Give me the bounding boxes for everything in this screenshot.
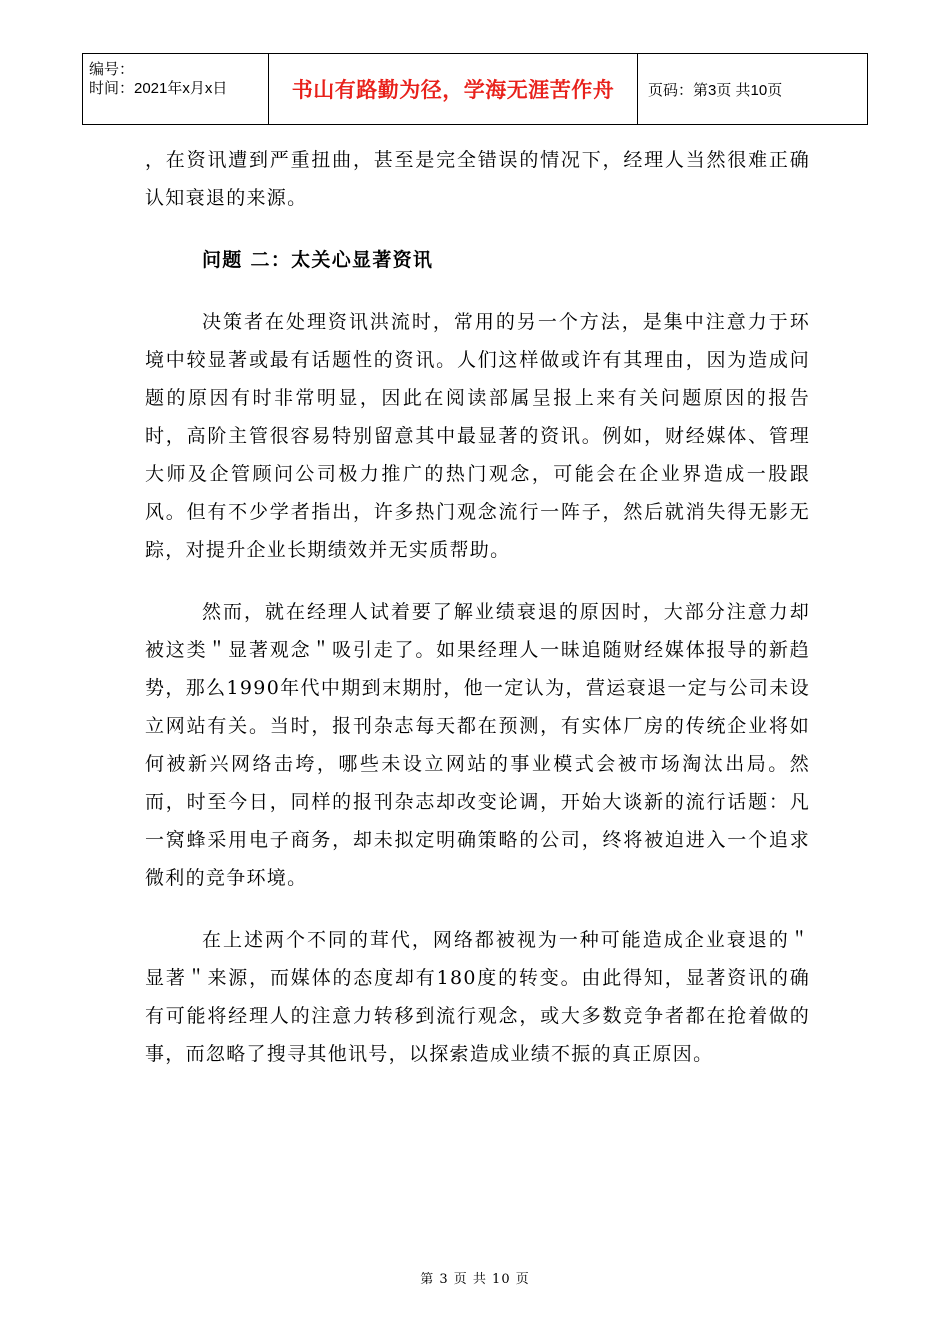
paragraph-2: 决策者在处理资讯洪流时，常用的另一个方法，是集中注意力于环境中较显著或最有话题性的资讯。人们这样做或许有其理由，因为造成问题的原因有时非常明显，因此在阅读部属呈报上来有关问题原因的报告时，高阶主管很容易特别留意其中最显著的资讯。例如，财经媒体、管理大师及企管顾问公司极力推广的热门观念，可能会在企业界造成一股跟风。但有不少学者指出，许多热门观念流行一阵子，然后就消失得无影无踪，对提升企业长期绩效并无实质帮助。 <box>145 311 810 561</box>
header-meta <box>83 54 269 124</box>
paragraph-1: ，在资讯遭到严重扭曲，甚至是完全错误的情况下，经理人当然很难正确认知衰退的来源。 <box>145 149 810 209</box>
section-heading: 问题 二：太关心显著资讯 <box>202 249 434 271</box>
document-number: 编号： <box>89 61 135 78</box>
page-header <box>82 53 868 125</box>
header-motto: 书山有路勤为径，学海无涯苦作舟 <box>269 54 638 124</box>
paragraph-3: 然而，就在经理人试着要了解业绩衰退的原因时，大部分注意力却被这类＂显著观念＂吸引走了。如果经理人一昧追随财经媒体报导的新趋势，那么1990年代中期到末期肘，他一定认为，营运衰退一定与公司未设立网站有关。当时，报刊杂志每天都在预测，有实体厂房的传统企业将如何被新兴网络击垮，哪些未设立网站的事业模式会被市场淘汰出局。然而，时至今日，同样的报刊杂志却改变论调，开始大谈新的流行话题：凡一窝蜂采用电子商务，却未拟定明确策略的公司，终将被迫进入一个追求微利的竞争环境。 <box>145 601 810 889</box>
page-footer: 第 3 页 共 10 页 <box>420 1272 530 1287</box>
document-date: 时间：2021年x月x日 <box>89 80 228 97</box>
header-page-number: 页码：第3页 共10页 <box>648 81 783 99</box>
paragraph-4: 在上述两个不同的茸代，网络都被视为一种可能造成企业衰退的＂显著＂来源，而媒体的态度却有180度的转变。由此得知，显著资讯的确有可能将经理人的注意力转移到流行观念，或大多数竞争者都在抢着做的事，而忽略了搜寻其他讯号，以探索造成业绩不振的真正原因。 <box>145 929 810 1065</box>
document-body <box>145 141 810 1073</box>
